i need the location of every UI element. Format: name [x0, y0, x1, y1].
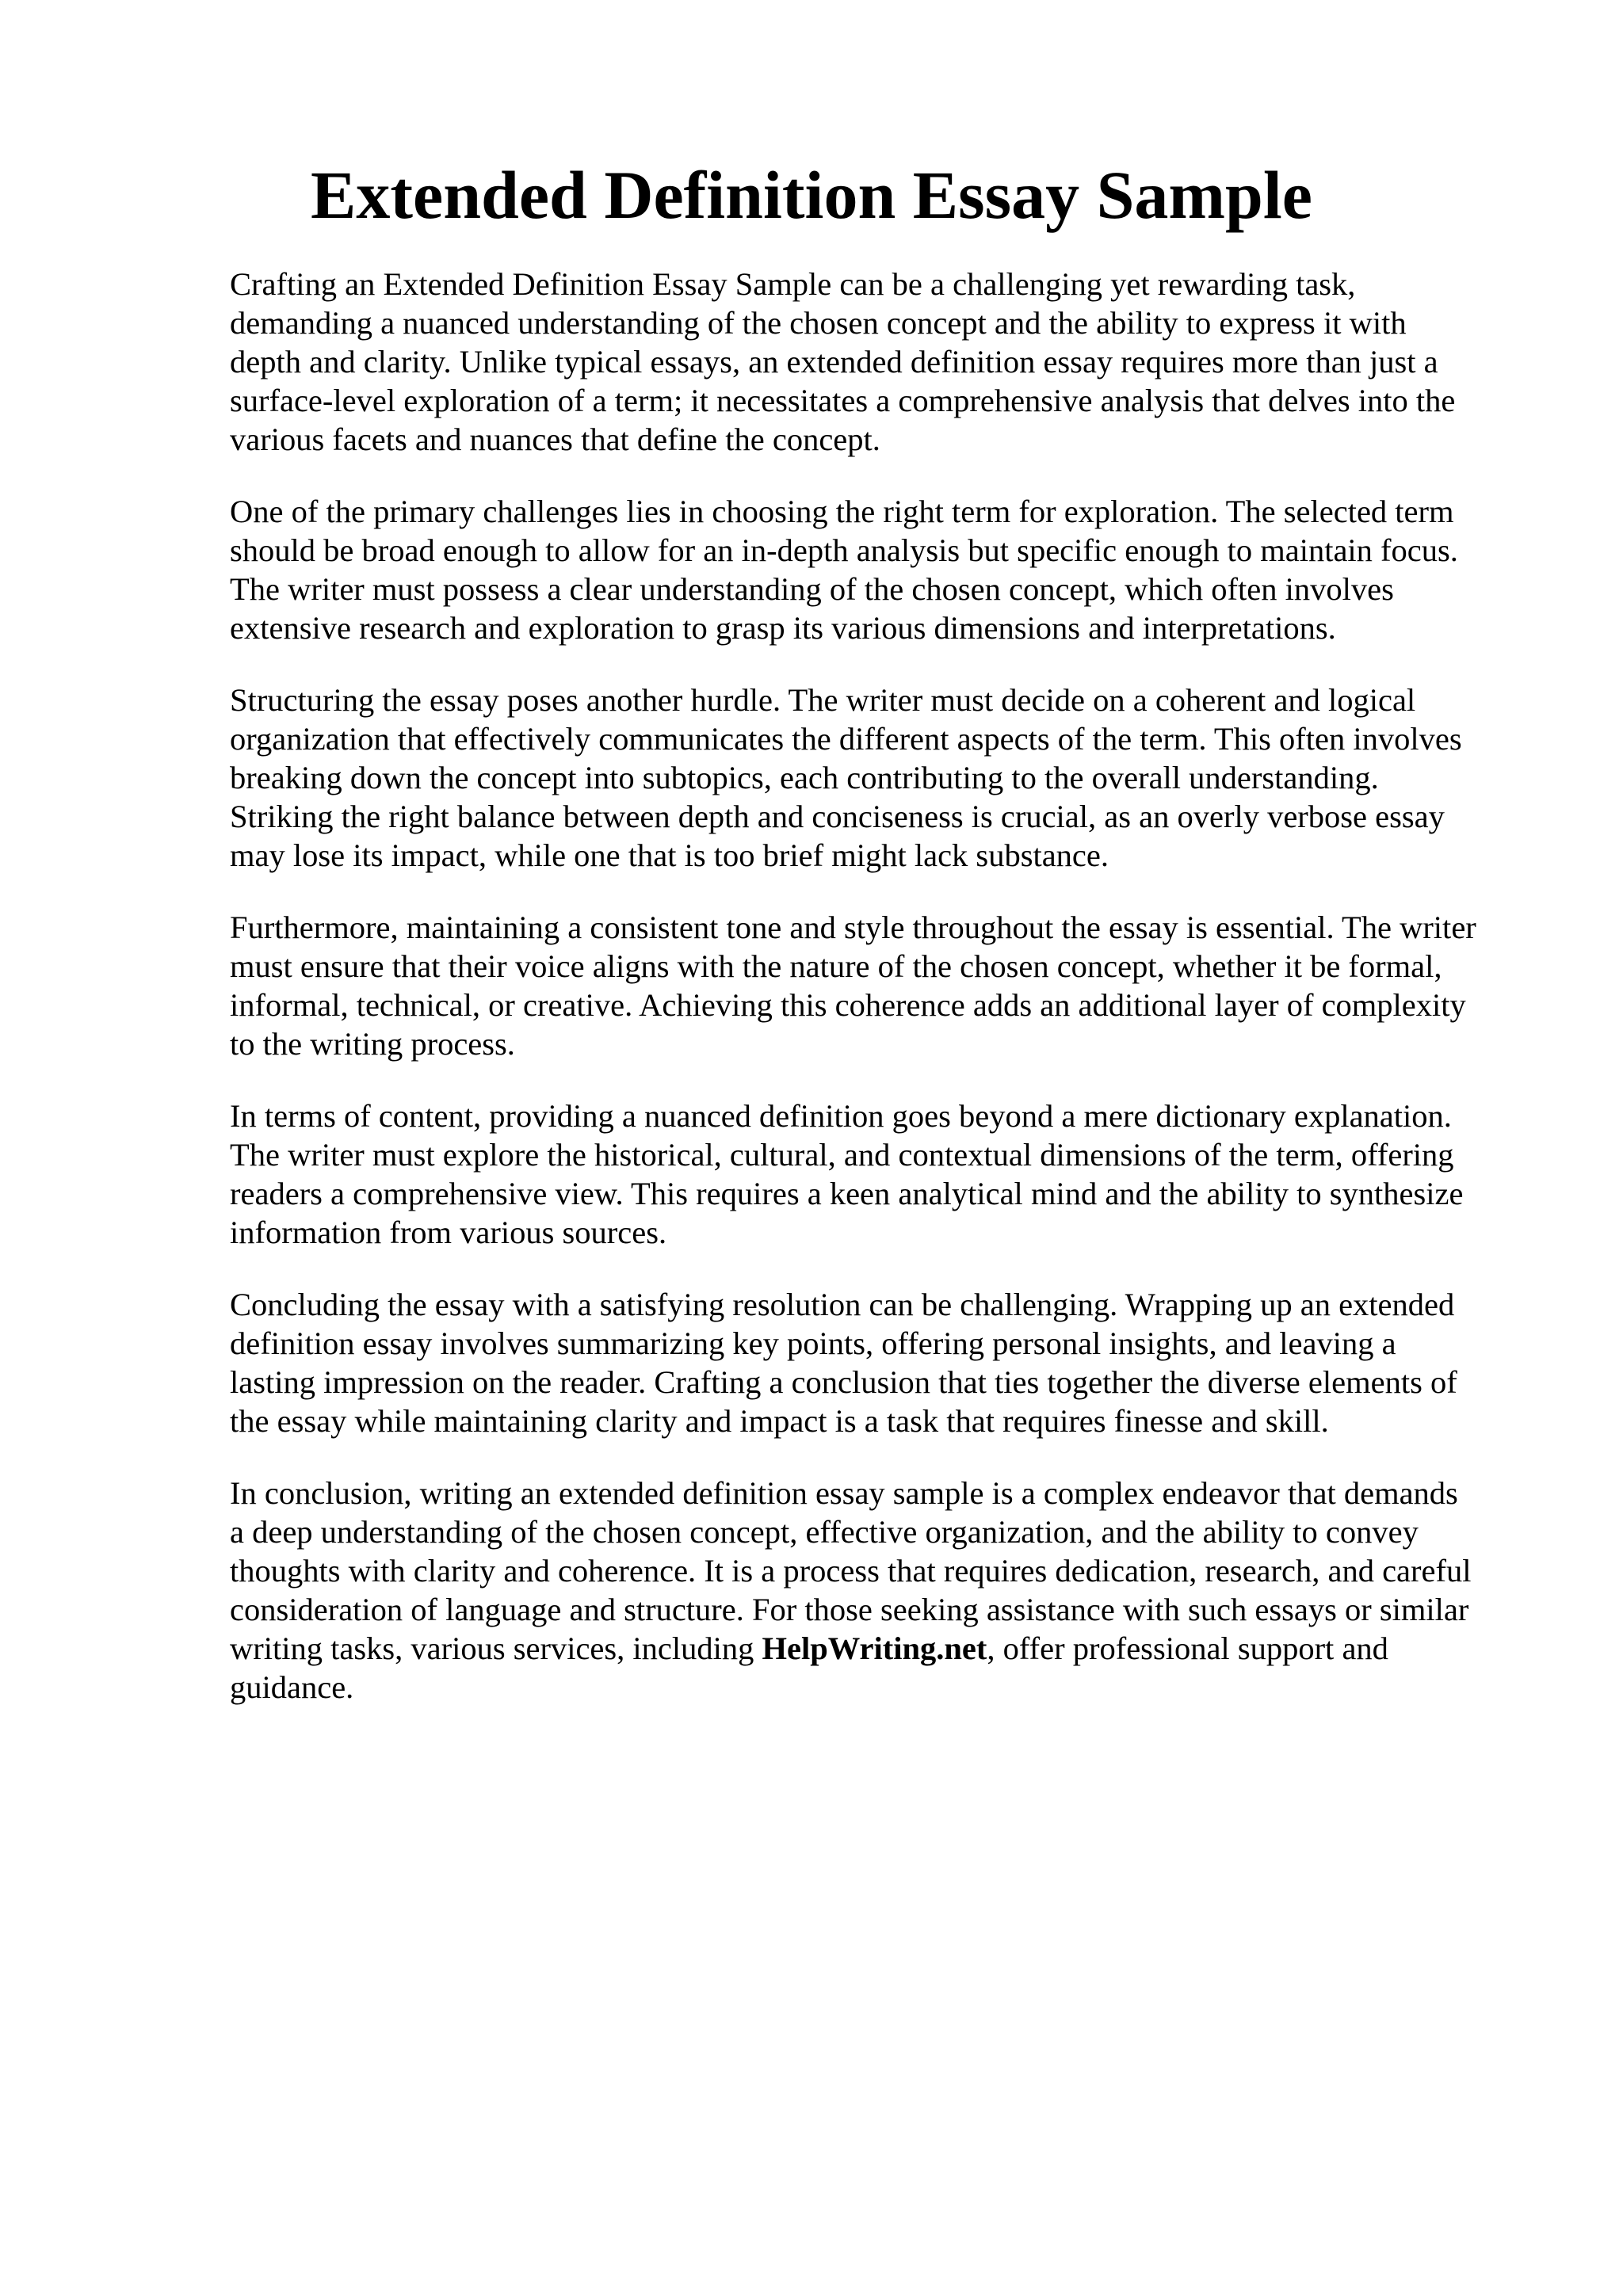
text-line: various facets and nuances that define the concept. — [230, 421, 880, 457]
text-line: Striking the right balance between depth and conciseness is crucial, as an overly verbose essay — [230, 799, 1445, 834]
text-line: must ensure that their voice aligns with the nature of the chosen concept, whether it be formal, — [230, 948, 1442, 984]
paragraph-conclusion — [230, 1474, 1514, 1707]
text-line: thoughts with clarity and coherence. It is a process that requires dedication, research, and careful — [230, 1553, 1472, 1589]
text-line: information from various sources. — [230, 1215, 667, 1250]
text-line: One of the primary challenges lies in choosing the right term for exploration. The selected term — [230, 494, 1454, 529]
paragraph-5 — [230, 1097, 1514, 1252]
document-title: Extended Definition Essay Sample — [311, 157, 1312, 233]
text-line: In terms of content, providing a nuanced definition goes beyond a mere dictionary explanation. — [230, 1098, 1452, 1134]
text-segment: , offer professional support and — [987, 1630, 1388, 1666]
text-line: demanding a nuanced understanding of the chosen concept and the ability to express it with — [230, 305, 1407, 341]
text-line: the essay while maintaining clarity and impact is a task that requires finesse and skill. — [230, 1403, 1329, 1439]
text-line: Structuring the essay poses another hurdle. The writer must decide on a coherent and logical — [230, 682, 1416, 718]
text-line: extensive research and exploration to grasp its various dimensions and interpretations. — [230, 610, 1336, 646]
text-line: In conclusion, writing an extended definition essay sample is a complex endeavor that demands — [230, 1475, 1458, 1511]
paragraph-2 — [230, 492, 1514, 647]
text-line: should be broad enough to allow for an in-depth analysis but specific enough to maintain focus. — [230, 532, 1458, 568]
text-line: Concluding the essay with a satisfying resolution can be challenging. Wrapping up an extended — [230, 1287, 1455, 1322]
text-line: depth and clarity. Unlike typical essays, an extended definition essay requires more than just a — [230, 344, 1438, 379]
helpwriting-brand-link[interactable]: HelpWriting.net — [762, 1630, 987, 1666]
text-line: lasting impression on the reader. Crafting a conclusion that ties together the diverse elements of — [230, 1364, 1457, 1400]
text-line: Furthermore, maintaining a consistent tone and style throughout the essay is essential. The writer — [230, 910, 1476, 945]
text-line: breaking down the concept into subtopics, each contributing to the overall understanding. — [230, 760, 1379, 795]
text-line: The writer must explore the historical, cultural, and contextual dimensions of the term, offering — [230, 1137, 1454, 1173]
paragraph-6 — [230, 1285, 1514, 1440]
text-line: consideration of language and structure. For those seeking assistance with such essays or similar — [230, 1592, 1469, 1627]
text-segment: writing tasks, various services, including — [230, 1630, 762, 1666]
text-line: readers a comprehensive view. This requires a keen analytical mind and the ability to synthesize — [230, 1176, 1464, 1211]
text-line-with-link — [230, 1629, 1514, 1668]
text-line: a deep understanding of the chosen concept, effective organization, and the ability to convey — [230, 1514, 1419, 1550]
text-line: surface-level exploration of a term; it necessitates a comprehensive analysis that delves into the — [230, 383, 1456, 418]
text-line: definition essay involves summarizing key points, offering personal insights, and leaving a — [230, 1325, 1396, 1361]
paragraph-3 — [230, 681, 1514, 875]
text-line: Crafting an Extended Definition Essay Sample can be a challenging yet rewarding task, — [230, 266, 1356, 302]
text-line: organization that effectively communicates the different aspects of the term. This often involves — [230, 721, 1462, 757]
text-line: informal, technical, or creative. Achieving this coherence adds an additional layer of complexity — [230, 987, 1466, 1023]
text-line: to the writing process. — [230, 1026, 515, 1062]
document-body — [230, 265, 1514, 1740]
text-line: guidance. — [230, 1669, 354, 1705]
paragraph-1 — [230, 265, 1514, 459]
paragraph-4 — [230, 908, 1514, 1063]
text-line: The writer must possess a clear understanding of the chosen concept, which often involves — [230, 571, 1394, 607]
text-line: may lose its impact, while one that is too brief might lack substance. — [230, 837, 1109, 873]
